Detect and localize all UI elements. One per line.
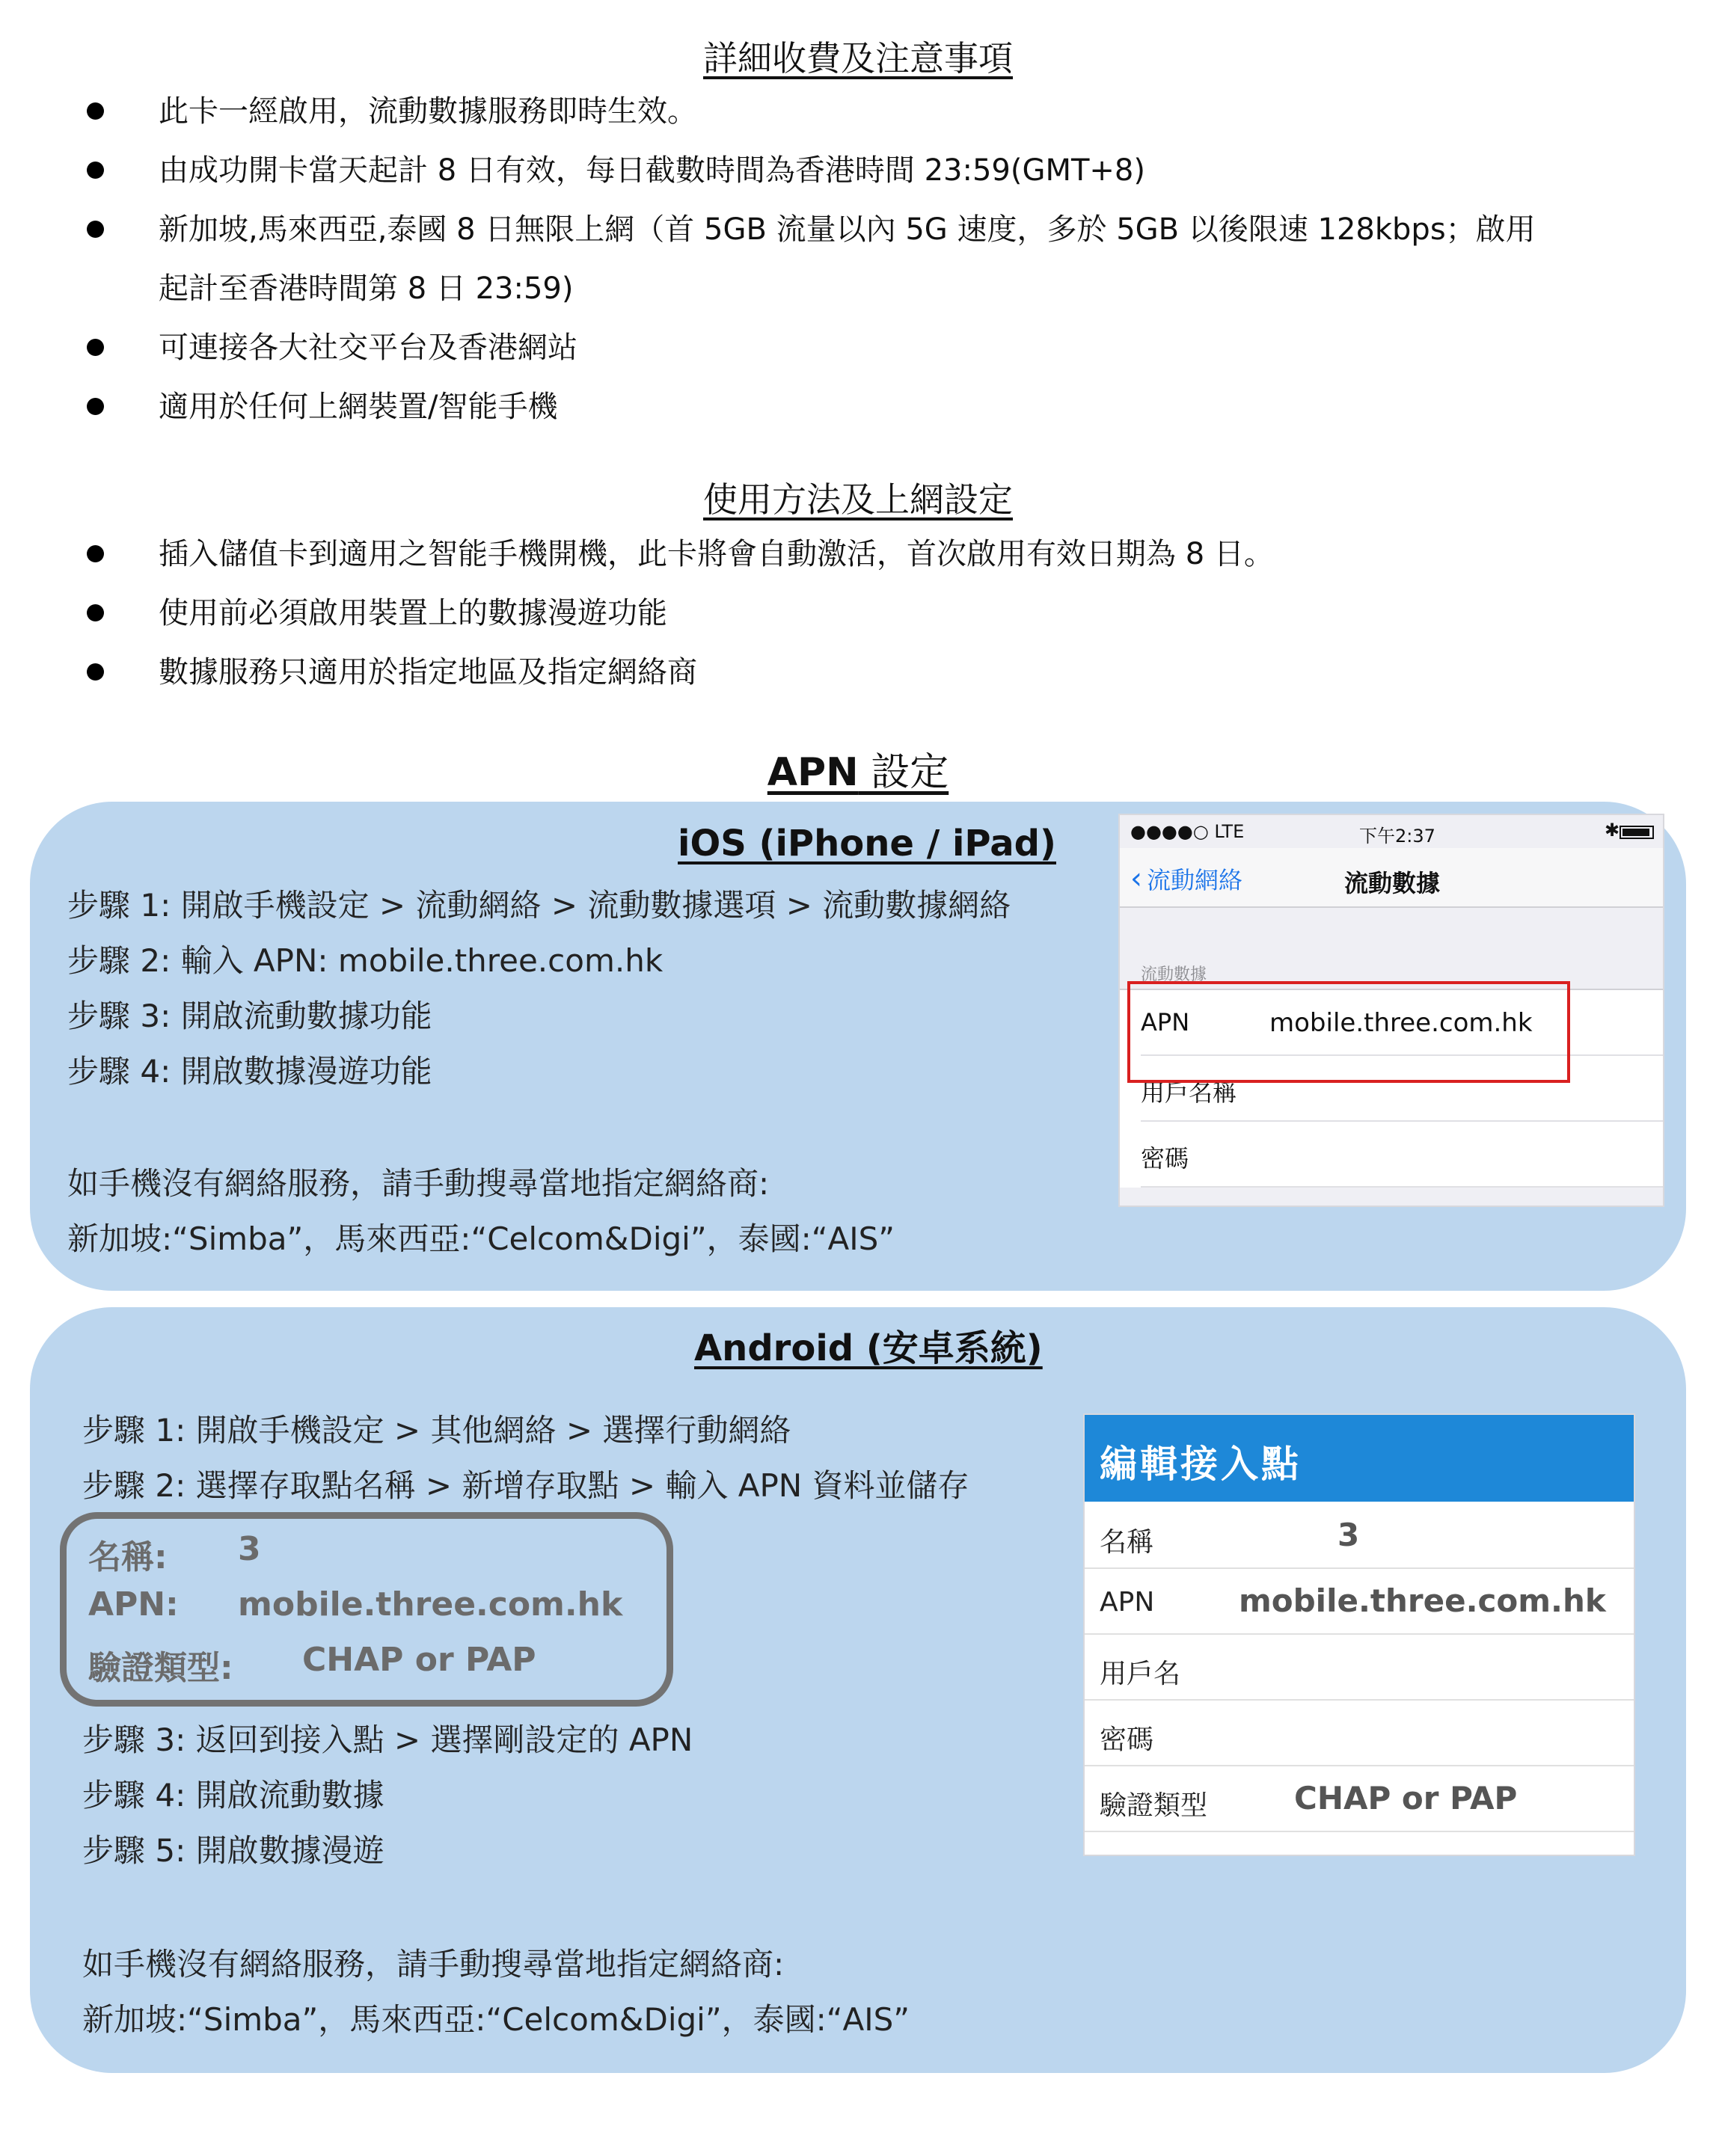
android-network-carriers: 新加坡:“Simba”，馬來西亞:“Celcom&Digi”，泰國:“AIS” bbox=[82, 2001, 910, 2038]
ios-nav-bar bbox=[1120, 848, 1663, 908]
ios-step-4: 步驟 4: 開啟數據漫遊功能 bbox=[67, 1053, 432, 1090]
charges-heading: 詳細收費及注意事項 bbox=[703, 38, 1013, 79]
apn-row[interactable] bbox=[1085, 1570, 1634, 1635]
android-step-3: 步驟 3: 返回到接入點 > 選擇剛設定的 APN bbox=[82, 1722, 693, 1758]
password-label: 密碼 bbox=[1100, 1725, 1154, 1755]
list-item: 插入儲值卡到適用之智能手機開機，此卡將會自動激活，首次啟用有效日期為 8 日。 bbox=[75, 525, 1683, 584]
ios-screenshot bbox=[1118, 814, 1664, 1207]
apn-value: mobile.three.com.hk bbox=[1269, 1008, 1533, 1038]
android-step-2: 步驟 2: 選擇存取點名稱 > 新增存取點 > 輸入 APN 資料並儲存 bbox=[82, 1467, 969, 1504]
ios-step-1: 步驟 1: 開啟手機設定 > 流動網絡 > 流動數據選項 > 流動數據網絡 bbox=[67, 887, 1011, 924]
list-item: 新加坡,馬來西亞,泰國 8 日無限上網（首 5GB 流量以內 5G 速度，多於 5GB 以後限速 128kbps；啟用 bbox=[75, 200, 1683, 259]
android-title: Android (安卓系統) bbox=[694, 1327, 1043, 1369]
back-button[interactable] bbox=[1130, 862, 1242, 896]
android-header-title: 編輯接入點 bbox=[1100, 1443, 1302, 1486]
auth-type-label: 驗證類型 bbox=[1100, 1790, 1208, 1821]
android-network-note: 如手機沒有網絡服務，請手動搜尋當地指定網絡商: bbox=[82, 1946, 785, 1983]
list-item-continuation-text: 起計至香港時間第 8 日 23:59) bbox=[159, 271, 574, 306]
box-apn-label: APN: bbox=[88, 1585, 179, 1624]
password-row[interactable] bbox=[1085, 1702, 1634, 1766]
usage-list bbox=[75, 525, 1683, 702]
apn-title-latin: APN bbox=[767, 750, 859, 795]
apn-settings-title bbox=[0, 740, 1716, 796]
list-item: 適用於任何上網裝置/智能手機 bbox=[75, 378, 1683, 437]
list-item: 可連接各大社交平台及香港網站 bbox=[75, 319, 1683, 378]
name-value: 3 bbox=[1337, 1517, 1360, 1553]
name-label: 名稱 bbox=[1100, 1527, 1154, 1558]
apn-highlight-box bbox=[1127, 981, 1570, 1083]
list-item: 此卡一經啟用，流動數據服務即時生效。 bbox=[75, 82, 1683, 141]
bluetooth-icon: ✱ bbox=[1605, 820, 1620, 841]
ios-step-3: 步驟 3: 開啟流動數據功能 bbox=[67, 998, 432, 1034]
charges-list bbox=[75, 82, 1683, 437]
signal-indicator: ●●●●○ LTE bbox=[1130, 821, 1245, 842]
list-item-continuation bbox=[75, 259, 1683, 319]
ios-section-label: 流動數據 bbox=[1141, 965, 1207, 984]
box-auth-value: CHAP or PAP bbox=[302, 1641, 536, 1679]
ios-nav-title: 流動數據 bbox=[1344, 869, 1441, 897]
list-item: 數據服務只適用於指定地區及指定網絡商 bbox=[75, 643, 1683, 702]
username-label: 用戶名 bbox=[1100, 1659, 1181, 1689]
box-apn-value: mobile.three.com.hk bbox=[238, 1585, 623, 1624]
android-step-5: 步驟 5: 開啟數據漫遊 bbox=[82, 1832, 384, 1869]
usage-heading: 使用方法及上網設定 bbox=[703, 479, 1013, 520]
back-label: 流動網絡 bbox=[1147, 866, 1243, 894]
status-bar bbox=[1120, 815, 1663, 848]
android-step-4: 步驟 4: 開啟流動數據 bbox=[82, 1777, 384, 1813]
android-screenshot bbox=[1083, 1413, 1635, 1856]
ios-network-carriers: 新加坡:“Simba”，馬來西亞:“Celcom&Digi”，泰國:“AIS” bbox=[67, 1220, 895, 1257]
apn-label: APN bbox=[1141, 1008, 1190, 1036]
status-time: 下午2:37 bbox=[1359, 826, 1435, 847]
apn-title-cjk: 設定 bbox=[858, 750, 949, 795]
android-header bbox=[1085, 1415, 1634, 1502]
apn-label: APN bbox=[1100, 1587, 1155, 1618]
battery-icon bbox=[1620, 826, 1654, 839]
ios-network-note: 如手機沒有網絡服務，請手動搜尋當地指定網絡商: bbox=[67, 1165, 770, 1202]
android-step-1: 步驟 1: 開啟手機設定 > 其他網絡 > 選擇行動網絡 bbox=[82, 1412, 791, 1449]
chevron-left-icon: ‹ bbox=[1130, 862, 1142, 896]
box-auth-label: 驗證類型: bbox=[88, 1649, 233, 1687]
auth-type-row[interactable] bbox=[1085, 1768, 1634, 1832]
box-name-value: 3 bbox=[238, 1530, 261, 1568]
ios-step-2: 步驟 2: 輸入 APN: mobile.three.com.hk bbox=[67, 942, 664, 979]
apn-value: mobile.three.com.hk bbox=[1239, 1582, 1606, 1619]
username-label: 用戶名稱 bbox=[1141, 1078, 1237, 1107]
box-name-label: 名稱: bbox=[88, 1538, 168, 1576]
list-item: 使用前必須啟用裝置上的數據漫遊功能 bbox=[75, 584, 1683, 643]
name-row[interactable] bbox=[1085, 1505, 1634, 1569]
ios-title: iOS (iPhone / iPad) bbox=[678, 823, 1056, 864]
username-row[interactable] bbox=[1085, 1636, 1634, 1701]
password-label: 密碼 bbox=[1141, 1144, 1189, 1173]
auth-type-value: CHAP or PAP bbox=[1294, 1780, 1518, 1816]
password-row[interactable] bbox=[1141, 1122, 1663, 1188]
list-item: 由成功開卡當天起計 8 日有效，每日截數時間為香港時間 23:59(GMT+8) bbox=[75, 141, 1683, 200]
